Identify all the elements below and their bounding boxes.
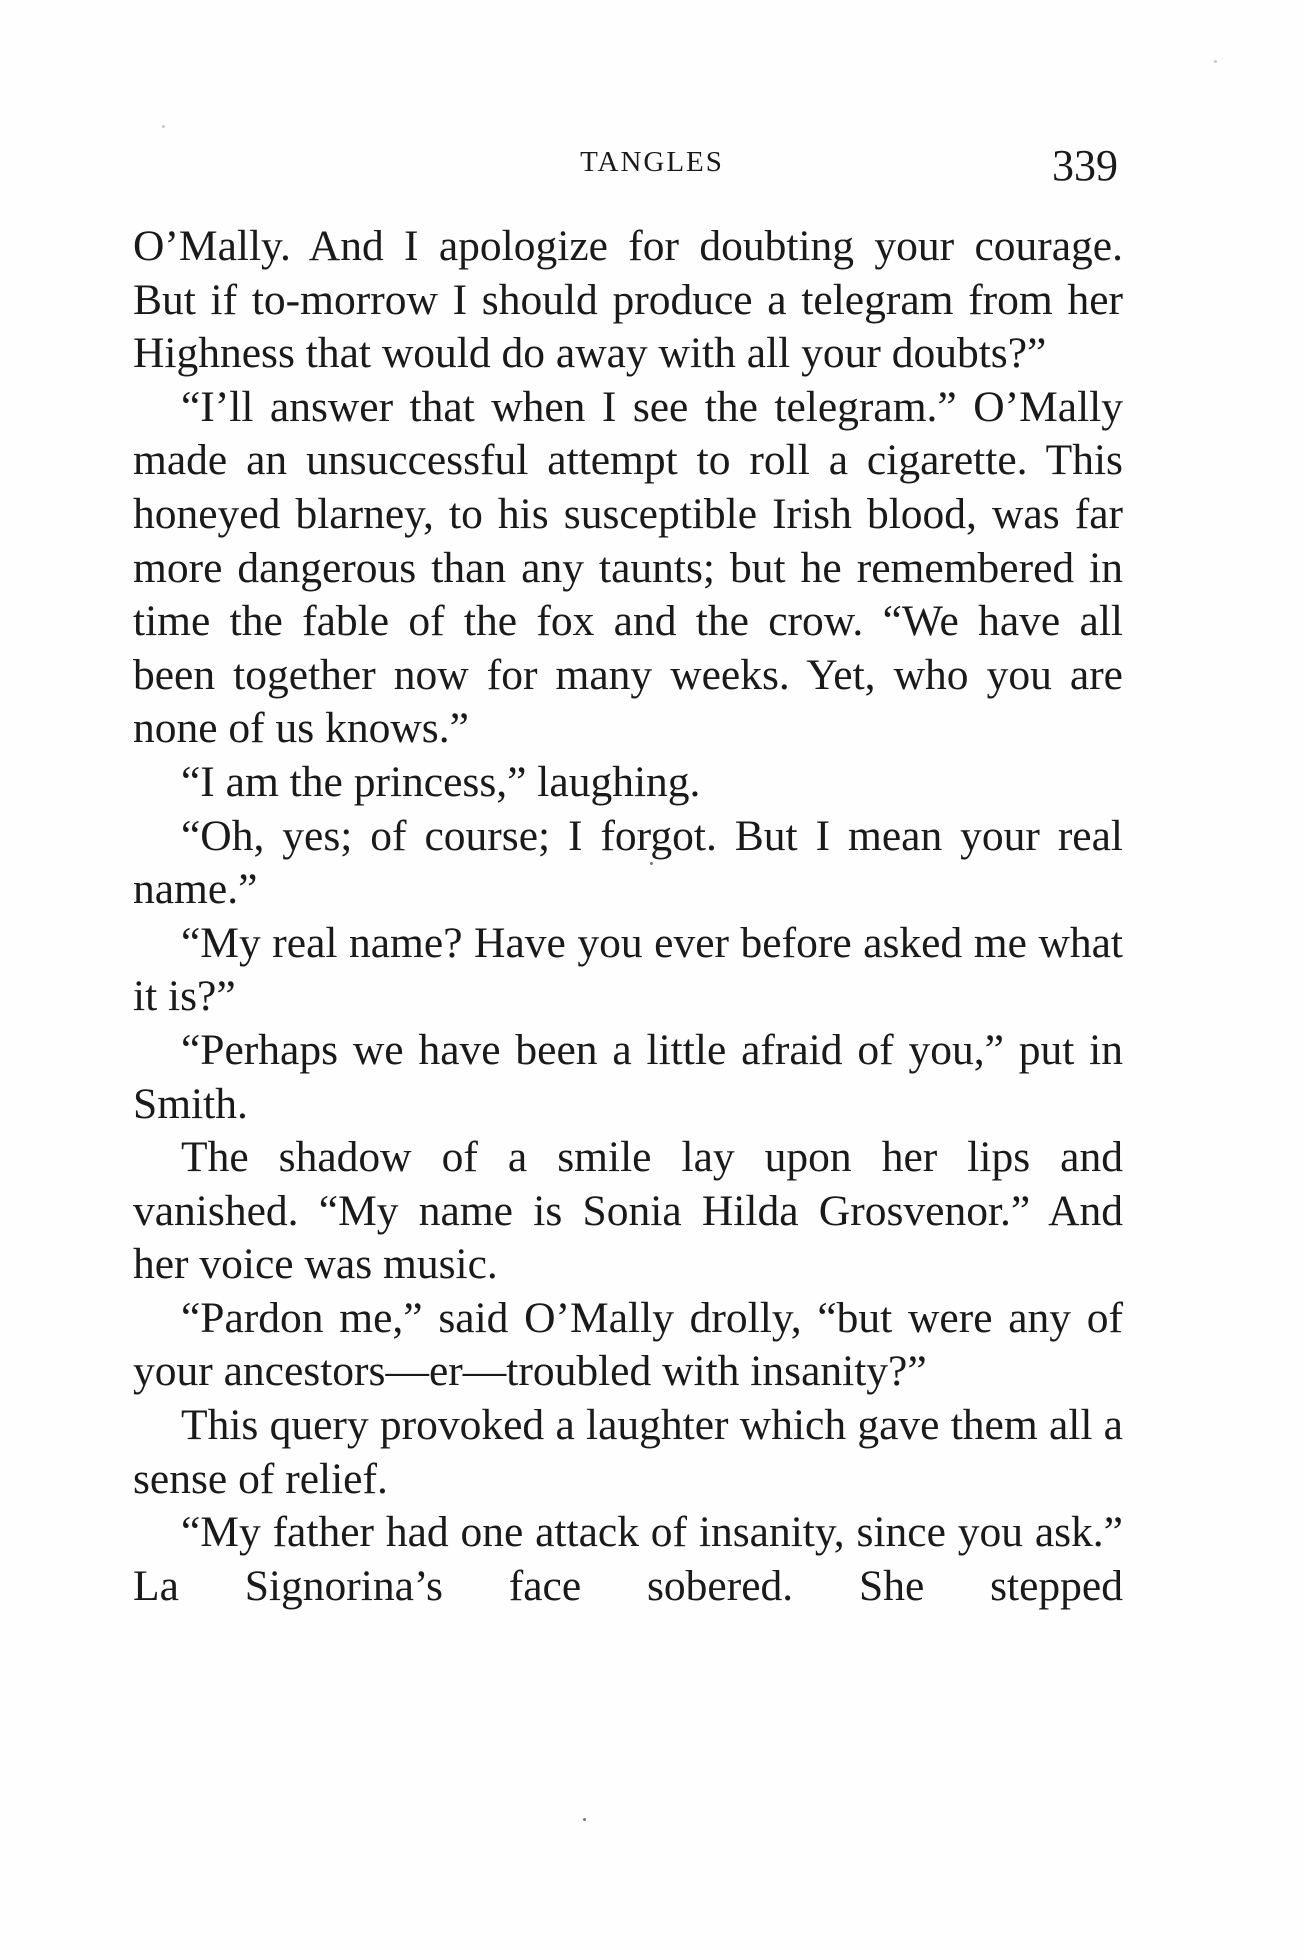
paragraph-2: “I’ll answer that when I see the telegram.” O’Mally made an unsuccessful attempt to roll a cigarette. This honeyed blarney, to his susceptible Irish blood, was far more dangerous than any taunts; but he remembered in time the fable of the fox and the crow. “We have all been together now for many weeks. Yet, who you are none of us knows.”: [133, 382, 1123, 753]
print-speck: [1214, 60, 1217, 63]
print-speck: [162, 125, 165, 128]
paragraph-9: This query provoked a laughter which gave them all a sense of relief.: [133, 1401, 1123, 1503]
running-title: TANGLES: [580, 146, 724, 178]
body-text: [133, 220, 1123, 1613]
paragraph-1: O’Mally. And I apologize for doubting your courage. But if to-morrow I should produce a telegram from her Highness that would do away with all your doubts?”: [133, 222, 1123, 378]
page-number: 339: [1052, 141, 1118, 190]
paragraph-3: “I am the princess,” laughing.: [181, 757, 701, 806]
paragraph-5: “My real name? Have you ever before asked me what it is?”: [133, 918, 1123, 1021]
paragraph-7: The shadow of a smile lay upon her lips and vanished. “My name is Sonia Hilda Grosvenor.” And her voice was music.: [133, 1133, 1123, 1289]
running-header: [0, 140, 1304, 190]
paragraph-6: “Perhaps we have been a little afraid of you,” put in Smith.: [133, 1025, 1123, 1128]
print-speck: [583, 1818, 586, 1821]
paragraph-10: “My father had one attack of insanity, since you ask.” La Signorina’s face sobered. She stepped: [133, 1508, 1123, 1610]
paragraph-4: “Oh, yes; of course; I forgot. But I mean your real name.”: [133, 811, 1123, 914]
paragraph-8: “Pardon me,” said O’Mally drolly, “but were any of your ancestors—er—troubled with insanity?”: [133, 1293, 1123, 1396]
print-speck: [650, 862, 653, 865]
